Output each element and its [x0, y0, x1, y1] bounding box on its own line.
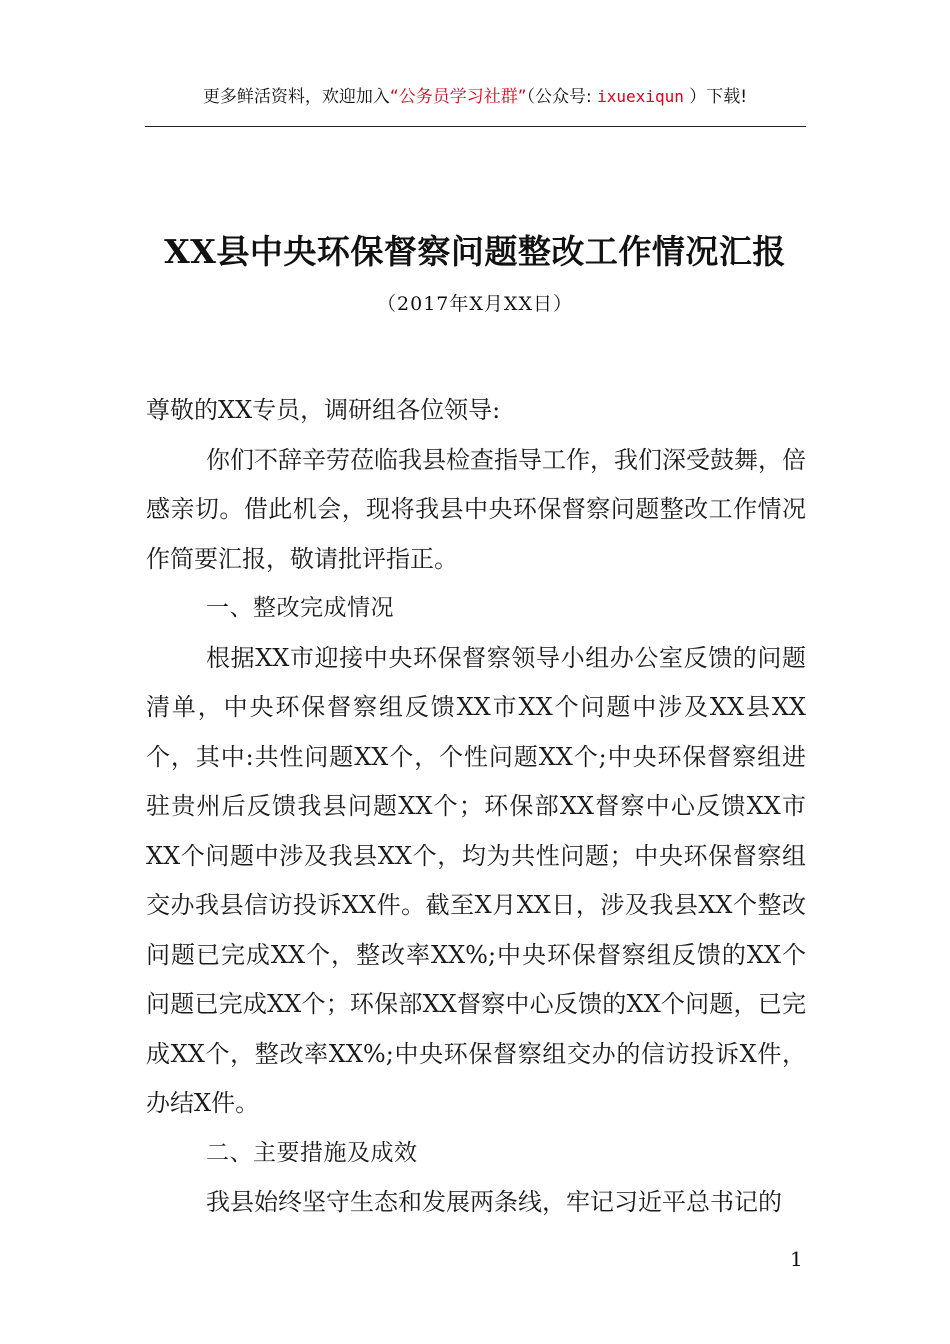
page-number: 1	[790, 1247, 803, 1271]
section2-heading: 二、主要措施及成效	[206, 1139, 418, 1166]
notice-mid: （公众号:	[526, 87, 592, 107]
section2-paragraph: 我县始终坚守生态和发展两条线，牢记习近平总书记的	[206, 1188, 782, 1216]
document-title: XX县中央环保督察问题整改工作情况汇报	[164, 232, 786, 271]
intro-paragraph: 你们不辞辛劳莅临我县检查指导工作，我们深受鼓舞，倍感亲切。借此机会，现将我县中央环保督察问题整改工作情况作简要汇报，敬请批评指正。	[146, 445, 806, 573]
document-date: （2017年X月XX日）	[377, 293, 573, 315]
header-divider	[145, 126, 806, 127]
notice-close-quote: ”	[517, 87, 527, 107]
account-id[interactable]: ixuexiqun	[597, 87, 684, 106]
section1-paragraph: 根据XX市迎接中央环保督察领导小组办公室反馈的问题清单，中央环保督察组反馈XX市XX个问题中涉及XX县XX个，其中:共性问题XX个，个性问题XX个;中央环保督察组进驻贵州后反馈我县问题XX个；环保部XX督察中心反馈XX市XX个问题中涉及我县XX个，均为共性问题；中央环保督察组交办我县信访投诉XX件。截至X月XX日，涉及我县XX个整改问题已完成XX个，整改率XX%;中央环保督察组反馈的XX个问题已完成XX个；环保部XX督察中心反馈的XX个问题，已完成XX个，整改率XX%;中央环保督察组交办的信访投诉X件，办结X件。	[146, 643, 806, 1117]
notice-open-quote: “	[389, 87, 399, 107]
download-notice	[0, 82, 950, 107]
document-body	[146, 386, 806, 1228]
section1-heading: 一、整改完成情况	[206, 595, 394, 621]
notice-suffix: ）下载!	[689, 87, 748, 107]
salutation: 尊敬的XX专员，调研组各位领导:	[146, 396, 501, 424]
group-name-link[interactable]: 公务员学习社群	[398, 87, 518, 107]
notice-prefix: 更多鲜活资料，欢迎加入	[202, 87, 390, 107]
